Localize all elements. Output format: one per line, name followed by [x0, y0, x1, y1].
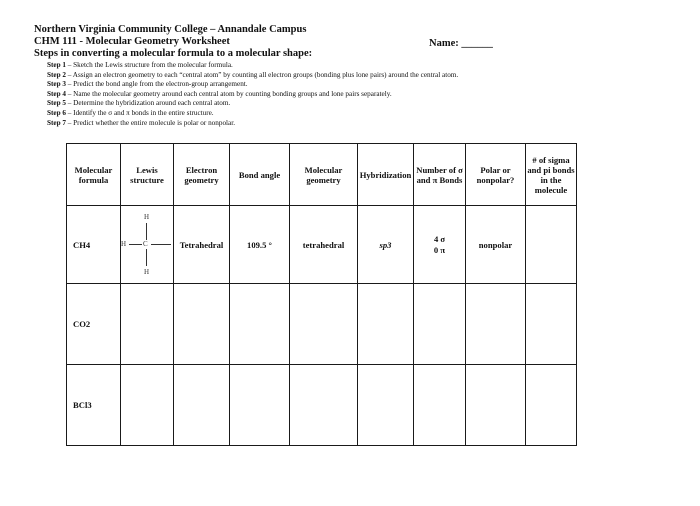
formula-cell: [67, 365, 121, 446]
steps-list: [47, 61, 667, 128]
table-row: [67, 206, 577, 284]
formula-ch4: CH4: [73, 239, 91, 250]
lewis-cell[interactable]: [121, 284, 174, 365]
header-sigma-pi-count: Number of σ and π Bonds: [414, 144, 466, 206]
worksheet-title: CHM 111 - Molecular Geometry Worksheet: [34, 36, 230, 47]
geometry-table: [66, 143, 577, 446]
molecular-geometry-cell[interactable]: [290, 284, 358, 365]
molecular-geometry-cell[interactable]: [290, 365, 358, 446]
atom-h-left: H: [121, 239, 127, 248]
step-5: Step 5 – Determine the hybridization around each central atom.: [47, 99, 231, 108]
table-header-row: [67, 144, 577, 206]
pi-count: 0 π: [433, 244, 446, 255]
polarity-cell[interactable]: [466, 284, 526, 365]
step-6: Step 6 – Identify the σ and π bonds in the entire structure.: [47, 108, 214, 117]
total-bonds-cell[interactable]: [526, 284, 577, 365]
header-polarity: Polar or nonpolar?: [466, 144, 526, 206]
lewis-cell[interactable]: [121, 365, 174, 446]
worksheet-header: [34, 24, 674, 60]
bond-right: [151, 244, 171, 245]
header-molecular-formula: Molecular formula: [67, 144, 121, 206]
lewis-structure-ch4: [121, 210, 173, 280]
step-7: Step 7 – Predict whether the entire molecule is polar or nonpolar.: [47, 118, 236, 127]
atom-h-bottom: H: [144, 267, 150, 276]
header-bond-angle: Bond angle: [230, 144, 290, 206]
total-bonds-cell[interactable]: [526, 365, 577, 446]
bond-angle-cell[interactable]: [230, 365, 290, 446]
step-1: Step 1 – Sketch the Lewis structure from the molecular formula.: [47, 61, 233, 69]
sigma-pi-cell[interactable]: [414, 365, 466, 446]
header-molecular-geometry: Molecular geometry: [290, 144, 358, 206]
college-title: Northern Virginia Community College – Annandale Campus: [34, 24, 307, 35]
lewis-cell[interactable]: [121, 206, 174, 284]
hybridization-cell[interactable]: [358, 206, 414, 284]
name-field[interactable]: Name: ______: [429, 38, 493, 49]
electron-geometry-cell[interactable]: [174, 365, 230, 446]
step-4: Step 4 – Name the molecular geometry around each central atom by counting bonding groups and lone pairs separately.: [47, 89, 392, 98]
hybridization-value: sp3: [379, 239, 392, 250]
header-electron-geometry: Electron geometry: [174, 144, 230, 206]
bond-left: [129, 244, 142, 245]
formula-cell: [67, 284, 121, 365]
bond-bottom: [146, 249, 147, 266]
formula-co2: CO2: [73, 319, 91, 329]
bond-angle-cell[interactable]: 109.5 °: [230, 206, 290, 284]
step-2: Step 2 – Assign an electron geometry to each “central atom” by counting all electron groups (bonding plus lone pairs) around the central atom.: [47, 70, 459, 79]
electron-geometry-cell[interactable]: [174, 284, 230, 365]
header-hybridization: Hybridization: [358, 144, 414, 206]
header-lewis-structure: Lewis structure: [121, 144, 174, 206]
total-bonds-cell[interactable]: [526, 206, 577, 284]
bond-angle-cell[interactable]: [230, 284, 290, 365]
formula-bcl3: BCl3: [73, 400, 92, 410]
atom-h-top: H: [144, 212, 150, 221]
sigma-pi-cell[interactable]: [414, 284, 466, 365]
polarity-cell[interactable]: [466, 365, 526, 446]
polarity-cell[interactable]: nonpolar: [466, 206, 526, 284]
bond-top: [146, 223, 147, 240]
molecular-geometry-cell[interactable]: tetrahedral: [290, 206, 358, 284]
step-3: Step 3 – Predict the bond angle from the electron-group arrangement.: [47, 80, 248, 89]
hybridization-cell[interactable]: [358, 365, 414, 446]
header-total-bonds: # of sigma and pi bonds in the molecule: [526, 144, 577, 206]
hybridization-cell[interactable]: [358, 284, 414, 365]
table-row: [67, 365, 577, 446]
sigma-pi-cell[interactable]: [414, 206, 466, 284]
table-row: [67, 284, 577, 365]
steps-heading: Steps in converting a molecular formula to a molecular shape:: [34, 48, 313, 59]
formula-cell: [67, 206, 121, 284]
electron-geometry-cell[interactable]: Tetrahedral: [174, 206, 230, 284]
atom-c-center: C: [143, 239, 148, 248]
sigma-count: 4 σ: [433, 233, 446, 244]
